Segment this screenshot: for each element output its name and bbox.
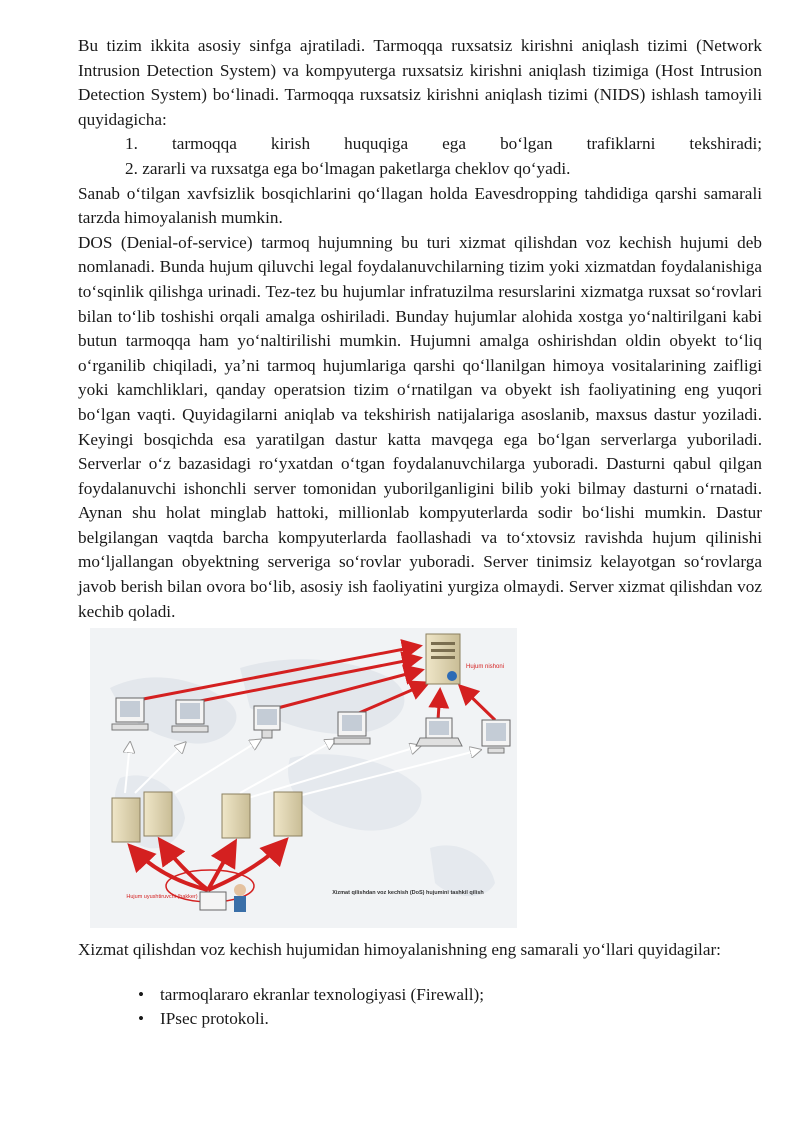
attacker-label: Hujum uyushtiruvchi (hakker) [126,894,198,901]
workstation-icon [334,712,370,744]
victim-server-icon [426,634,460,684]
figure-caption: Xizmat qilishdan voz kechish (DoS) hujumini tashkil qilish [332,890,484,897]
bullet-icon: • [138,1009,145,1029]
workstation-icon [172,700,208,732]
protection-list [78,983,762,1032]
intro-paragraph: Bu tizim ikkita asosiy sinfga ajratiladi. Tarmoqqa ruxsatsiz kirishni aniqlash tizimi (Network Intrusion Detection System) va kompyuterga ruxsatsiz kirishni aniqlash tizimiga (Host Intrusion Detection System) boʻlinadi. Tarmoqqa ruxsatsiz kirishni aniqlash tizimi (NIDS) ishlash tamoyili quyidagicha: [78,36,762,129]
bullet-icon: • [138,984,145,1004]
document-page [78,34,762,1032]
dos-attack-diagram [90,628,517,928]
victim-label: Hujum nishoni [465,664,505,671]
eavesdropping-paragraph: Sanab oʻtilgan xavfsizlik bosqichlarini qoʻllagan holda Eavesdropping tahdidiga qarshi samarali tarzda himoyalanish mumkin. [78,183,762,228]
numbered-item-2: 2. zararli va ruxsatga ega boʻlmagan paketlarga cheklov qoʻyadi. [125,158,571,178]
list-item: • tarmoqlararo ekranlar texnologiyasi (Firewall); [136,983,762,1008]
diagram-svg [90,628,517,928]
dos-paragraph: DOS (Denial-of-service) tarmoq hujumning bu turi xizmat qilishdan voz kechish hujumi deb nomlanadi. Bunda hujum qiluvchi legal foydalanuvchilarning tizim yoki xizmatdan foydalanishiga toʻsqinlik qilishga urinadi. Tez-tez bu hujumlar infratuzilma resurslarini xizmatga ruxsat soʻrovlari bilan toʻlib toshishi orqali amalga oshiriladi. Bunday hujumlar alohida xostga yoʻnaltirilgani kabi butun tarmoqqa ham yoʻnaltirilishi mumkin. Hujumni amalga oshirishdan oldin obyekt toʻliq oʻrganilib chiqiladi, yaʼni tarmoq hujumlariga qarshi qoʻllanilgan himoya vositalarining zaifligi yoki kamchliklari, qanday operatsion tizim oʻrnatilgan va obyekt ish faoliyatining eng yuqori boʻlgan vaqti. Quyidagilarni aniqlab va tekshirish natijalariga asoslanib, maxsus dastur yoziladi. Keyingi bosqichda esa yaratilgan dastur katta mavqega ega boʻlgan serverlarga yuboriladi. Serverlar oʻz bazasidagi roʻyxatdan oʻtgan foydalanuvchilarga yuboradi. Dasturni qabul qilgan foydalanuvchi ishonchli server tomonidan yuborilganligini bilib yoki bilmay dasturni oʻrnatadi. Aynan shu holat minglab hattoki, millionlab kompyuterlarda sodir boʻlishi mumkin. Dastur belgilangan vaqtda barcha kompyuterlarda faollashadi va toʻxtovsiz ravishda hujum qilinishi moʻljallangan obyektning serveriga soʻrovlar yuboradi. Server tinimsiz kelayotgan soʻrovlarga javob berish bilan ovora boʻlib, asosiy ish faoliyatini yurgiza olmaydi. Server xizmat qilishdan voz kechib qoladi. [78,232,762,621]
numbered-item-1: 1. tarmoqqa kirish huquqiga ega boʻlgan trafiklarni tekshiradi; [125,134,762,154]
workstation-icon [112,698,148,730]
protection-intro-paragraph: Xizmat qilishdan voz kechish hujumidan himoyalanishning eng samarali yoʻllari quyidagilar: [78,940,721,960]
list-item: • IPsec protokoli. [136,1007,762,1032]
